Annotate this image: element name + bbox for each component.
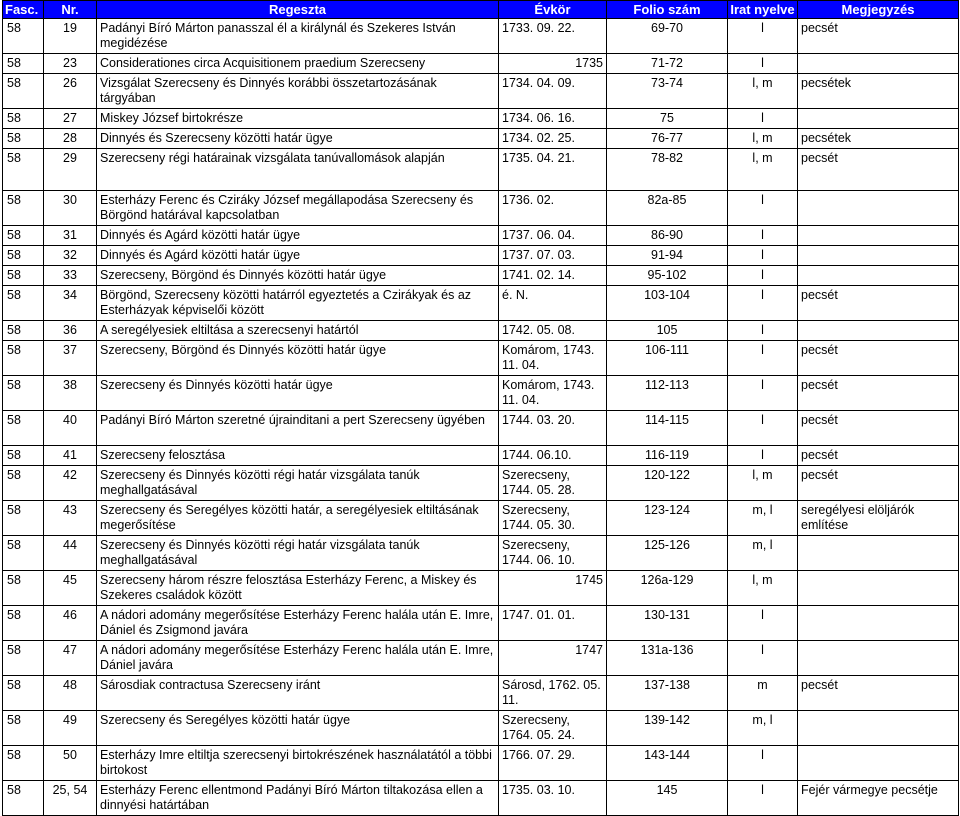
- cell-nr: 27: [44, 109, 97, 129]
- cell-evkor: 1747: [499, 641, 607, 676]
- cell-irat-nyelve: l, m: [728, 74, 798, 109]
- cell-nr: 41: [44, 446, 97, 466]
- cell-regeszta: Esterházy Imre eltiltja szerecsenyi birtokrészének használatától a többi birtokost: [97, 746, 499, 781]
- cell-fasc: 58: [3, 446, 44, 466]
- cell-megjegyzes: pecsét: [798, 466, 959, 501]
- table-row: [3, 74, 959, 109]
- cell-megjegyzes: [798, 54, 959, 74]
- cell-fasc: 58: [3, 571, 44, 606]
- header-nr: Nr.: [44, 1, 97, 19]
- cell-folio: 82a-85: [607, 191, 728, 226]
- cell-irat-nyelve: l: [728, 746, 798, 781]
- cell-irat-nyelve: l: [728, 19, 798, 54]
- cell-fasc: 58: [3, 781, 44, 816]
- table-row: [3, 19, 959, 54]
- header-evkor: Évkör: [499, 1, 607, 19]
- cell-megjegyzes: [798, 606, 959, 641]
- cell-regeszta: Sárosdiak contractusa Szerecseny iránt: [97, 676, 499, 711]
- cell-evkor: 1733. 09. 22.: [499, 19, 607, 54]
- cell-megjegyzes: [798, 246, 959, 266]
- cell-irat-nyelve: l, m: [728, 149, 798, 191]
- cell-folio: 145: [607, 781, 728, 816]
- cell-regeszta: Szerecseny és Seregélyes közötti határ, a seregélyesiek eltiltásának megerősítése: [97, 501, 499, 536]
- cell-nr: 30: [44, 191, 97, 226]
- cell-evkor: Komárom, 1743. 11. 04.: [499, 376, 607, 411]
- cell-folio: 116-119: [607, 446, 728, 466]
- cell-folio: 106-111: [607, 341, 728, 376]
- cell-regeszta: Szerecseny és Seregélyes közötti határ ügye: [97, 711, 499, 746]
- cell-evkor: 1737. 07. 03.: [499, 246, 607, 266]
- cell-irat-nyelve: l, m: [728, 129, 798, 149]
- table-row: [3, 286, 959, 321]
- table-row: [3, 129, 959, 149]
- cell-regeszta: Szerecseny felosztása: [97, 446, 499, 466]
- cell-fasc: 58: [3, 266, 44, 286]
- cell-evkor: 1735: [499, 54, 607, 74]
- cell-irat-nyelve: m: [728, 676, 798, 711]
- cell-irat-nyelve: l, m: [728, 571, 798, 606]
- table-row: [3, 376, 959, 411]
- cell-folio: 91-94: [607, 246, 728, 266]
- cell-evkor: Szerecseny, 1744. 05. 30.: [499, 501, 607, 536]
- table-row: [3, 501, 959, 536]
- cell-nr: 38: [44, 376, 97, 411]
- cell-megjegyzes: pecsét: [798, 149, 959, 191]
- cell-megjegyzes: [798, 109, 959, 129]
- cell-folio: 73-74: [607, 74, 728, 109]
- cell-megjegyzes: pecsét: [798, 446, 959, 466]
- cell-evkor: Szerecseny, 1744. 06. 10.: [499, 536, 607, 571]
- cell-nr: 45: [44, 571, 97, 606]
- cell-nr: 25, 54: [44, 781, 97, 816]
- table-row: [3, 226, 959, 246]
- cell-evkor: 1735. 03. 10.: [499, 781, 607, 816]
- cell-megjegyzes: [798, 571, 959, 606]
- cell-fasc: 58: [3, 376, 44, 411]
- cell-fasc: 58: [3, 341, 44, 376]
- cell-folio: 105: [607, 321, 728, 341]
- cell-fasc: 58: [3, 74, 44, 109]
- cell-fasc: 58: [3, 191, 44, 226]
- cell-fasc: 58: [3, 411, 44, 446]
- header-fasc: Fasc.: [3, 1, 44, 19]
- cell-irat-nyelve: l: [728, 246, 798, 266]
- cell-folio: 103-104: [607, 286, 728, 321]
- cell-fasc: 58: [3, 149, 44, 191]
- cell-megjegyzes: [798, 711, 959, 746]
- cell-evkor: 1747. 01. 01.: [499, 606, 607, 641]
- table-row: [3, 746, 959, 781]
- cell-regeszta: A seregélyesiek eltiltása a szerecsenyi határtól: [97, 321, 499, 341]
- cell-nr: 43: [44, 501, 97, 536]
- cell-regeszta: Szerecseny és Dinnyés közötti régi határ vizsgálata tanúk meghallgatásával: [97, 466, 499, 501]
- cell-folio: 114-115: [607, 411, 728, 446]
- table-row: [3, 641, 959, 676]
- cell-regeszta: Szerecseny és Dinnyés közötti határ ügye: [97, 376, 499, 411]
- table-row: [3, 446, 959, 466]
- cell-irat-nyelve: l: [728, 411, 798, 446]
- cell-megjegyzes: pecsét: [798, 19, 959, 54]
- table-row: [3, 781, 959, 816]
- cell-megjegyzes: [798, 321, 959, 341]
- table-row: [3, 411, 959, 446]
- cell-fasc: 58: [3, 246, 44, 266]
- cell-regeszta: Esterházy Ferenc ellentmond Padányi Bíró Márton tiltakozása ellen a dinnyési határtában: [97, 781, 499, 816]
- cell-nr: 49: [44, 711, 97, 746]
- cell-megjegyzes: [798, 266, 959, 286]
- cell-irat-nyelve: l: [728, 54, 798, 74]
- cell-irat-nyelve: l, m: [728, 466, 798, 501]
- cell-irat-nyelve: l: [728, 286, 798, 321]
- cell-nr: 23: [44, 54, 97, 74]
- cell-megjegyzes: pecsét: [798, 411, 959, 446]
- table-row: [3, 149, 959, 191]
- cell-folio: 131a-136: [607, 641, 728, 676]
- cell-folio: 71-72: [607, 54, 728, 74]
- cell-fasc: 58: [3, 536, 44, 571]
- header-folio: Folio szám: [607, 1, 728, 19]
- cell-folio: 139-142: [607, 711, 728, 746]
- table-header: [3, 1, 959, 19]
- table-row: [3, 466, 959, 501]
- cell-fasc: 58: [3, 129, 44, 149]
- cell-folio: 78-82: [607, 149, 728, 191]
- cell-nr: 50: [44, 746, 97, 781]
- cell-folio: 95-102: [607, 266, 728, 286]
- cell-nr: 36: [44, 321, 97, 341]
- cell-regeszta: Dinnyés és Szerecseny közötti határ ügye: [97, 129, 499, 149]
- cell-regeszta: Börgönd, Szerecseny közötti határról egyeztetés a Czirákyak és az Esterházyak képviselői között: [97, 286, 499, 321]
- cell-folio: 143-144: [607, 746, 728, 781]
- cell-regeszta: Szerecseny, Börgönd és Dinnyés közötti határ ügye: [97, 341, 499, 376]
- cell-megjegyzes: [798, 536, 959, 571]
- cell-regeszta: A nádori adomány megerősítése Esterházy Ferenc halála után E. Imre, Dániel és Zsigmond javára: [97, 606, 499, 641]
- cell-fasc: 58: [3, 711, 44, 746]
- cell-irat-nyelve: m, l: [728, 711, 798, 746]
- table-row: [3, 711, 959, 746]
- cell-nr: 40: [44, 411, 97, 446]
- cell-regeszta: Padányi Bíró Márton panasszal él a királynál és Szekeres István megidézése: [97, 19, 499, 54]
- cell-megjegyzes: [798, 226, 959, 246]
- cell-folio: 120-122: [607, 466, 728, 501]
- table-row: [3, 109, 959, 129]
- cell-regeszta: Vizsgálat Szerecseny és Dinnyés korábbi összetartozásának tárgyában: [97, 74, 499, 109]
- cell-irat-nyelve: m, l: [728, 501, 798, 536]
- cell-evkor: Szerecseny, 1744. 05. 28.: [499, 466, 607, 501]
- cell-folio: 76-77: [607, 129, 728, 149]
- cell-evkor: 1744. 06.10.: [499, 446, 607, 466]
- cell-folio: 137-138: [607, 676, 728, 711]
- cell-irat-nyelve: l: [728, 226, 798, 246]
- cell-regeszta: Szerecseny és Dinnyés közötti régi határ vizsgálata tanúk meghallgatásával: [97, 536, 499, 571]
- cell-nr: 48: [44, 676, 97, 711]
- table-body: [3, 19, 959, 816]
- cell-fasc: 58: [3, 746, 44, 781]
- cell-folio: 75: [607, 109, 728, 129]
- cell-nr: 31: [44, 226, 97, 246]
- cell-nr: 42: [44, 466, 97, 501]
- register-table: [2, 0, 959, 816]
- cell-megjegyzes: pecsét: [798, 676, 959, 711]
- cell-fasc: 58: [3, 321, 44, 341]
- cell-regeszta: Considerationes circa Acquisitionem praedium Szerecseny: [97, 54, 499, 74]
- cell-regeszta: Miskey József birtokrésze: [97, 109, 499, 129]
- table-row: [3, 321, 959, 341]
- cell-evkor: 1735. 04. 21.: [499, 149, 607, 191]
- table-row: [3, 266, 959, 286]
- cell-evkor: 1745: [499, 571, 607, 606]
- cell-regeszta: Esterházy Ferenc és Cziráky József megállapodása Szerecseny és Börgönd határával kapcsolatban: [97, 191, 499, 226]
- cell-fasc: 58: [3, 54, 44, 74]
- cell-evkor: 1734. 04. 09.: [499, 74, 607, 109]
- cell-evkor: 1742. 05. 08.: [499, 321, 607, 341]
- cell-irat-nyelve: l: [728, 191, 798, 226]
- cell-folio: 125-126: [607, 536, 728, 571]
- cell-irat-nyelve: l: [728, 266, 798, 286]
- table-row: [3, 341, 959, 376]
- cell-evkor: 1741. 02. 14.: [499, 266, 607, 286]
- cell-megjegyzes: [798, 191, 959, 226]
- cell-regeszta: A nádori adomány megerősítése Esterházy Ferenc halála után E. Imre, Dániel javára: [97, 641, 499, 676]
- table-row: [3, 571, 959, 606]
- cell-megjegyzes: Fejér vármegye pecsétje: [798, 781, 959, 816]
- cell-evkor: Sárosd, 1762. 05. 11.: [499, 676, 607, 711]
- cell-megjegyzes: pecsét: [798, 286, 959, 321]
- cell-folio: 126a-129: [607, 571, 728, 606]
- cell-fasc: 58: [3, 19, 44, 54]
- cell-irat-nyelve: m, l: [728, 536, 798, 571]
- cell-megjegyzes: pecsétek: [798, 129, 959, 149]
- cell-nr: 44: [44, 536, 97, 571]
- cell-megjegyzes: pecsét: [798, 376, 959, 411]
- cell-nr: 47: [44, 641, 97, 676]
- cell-folio: 130-131: [607, 606, 728, 641]
- cell-fasc: 58: [3, 466, 44, 501]
- cell-megjegyzes: pecsét: [798, 341, 959, 376]
- cell-irat-nyelve: l: [728, 341, 798, 376]
- cell-megjegyzes: pecsétek: [798, 74, 959, 109]
- cell-evkor: Komárom, 1743. 11. 04.: [499, 341, 607, 376]
- cell-folio: 123-124: [607, 501, 728, 536]
- cell-irat-nyelve: l: [728, 109, 798, 129]
- cell-fasc: 58: [3, 606, 44, 641]
- table-row: [3, 191, 959, 226]
- cell-nr: 32: [44, 246, 97, 266]
- cell-nr: 46: [44, 606, 97, 641]
- cell-nr: 37: [44, 341, 97, 376]
- table-row: [3, 54, 959, 74]
- header-megjegyzes: Megjegyzés: [798, 1, 959, 19]
- cell-fasc: 58: [3, 641, 44, 676]
- cell-regeszta: Dinnyés és Agárd közötti határ ügye: [97, 246, 499, 266]
- cell-fasc: 58: [3, 109, 44, 129]
- cell-evkor: 1737. 06. 04.: [499, 226, 607, 246]
- cell-nr: 28: [44, 129, 97, 149]
- table-row: [3, 676, 959, 711]
- cell-evkor: é. N.: [499, 286, 607, 321]
- cell-evkor: 1766. 07. 29.: [499, 746, 607, 781]
- cell-evkor: 1734. 06. 16.: [499, 109, 607, 129]
- cell-regeszta: Szerecseny három részre felosztása Esterházy Ferenc, a Miskey és Szekeres családok között: [97, 571, 499, 606]
- header-irat-nyelve: Irat nyelve: [728, 1, 798, 19]
- cell-fasc: 58: [3, 226, 44, 246]
- cell-nr: 33: [44, 266, 97, 286]
- cell-irat-nyelve: l: [728, 321, 798, 341]
- cell-regeszta: Szerecseny régi határainak vizsgálata tanúvallomások alapján: [97, 149, 499, 191]
- header-regeszta: Regeszta: [97, 1, 499, 19]
- cell-evkor: 1734. 02. 25.: [499, 129, 607, 149]
- cell-megjegyzes: seregélyesi elöljárók említése: [798, 501, 959, 536]
- cell-megjegyzes: [798, 746, 959, 781]
- cell-fasc: 58: [3, 501, 44, 536]
- cell-regeszta: Dinnyés és Agárd közötti határ ügye: [97, 226, 499, 246]
- table-row: [3, 606, 959, 641]
- table-row: [3, 246, 959, 266]
- cell-fasc: 58: [3, 286, 44, 321]
- cell-evkor: Szerecseny, 1764. 05. 24.: [499, 711, 607, 746]
- cell-regeszta: Szerecseny, Börgönd és Dinnyés közötti határ ügye: [97, 266, 499, 286]
- table-row: [3, 536, 959, 571]
- cell-nr: 29: [44, 149, 97, 191]
- cell-evkor: 1736. 02.: [499, 191, 607, 226]
- cell-irat-nyelve: l: [728, 606, 798, 641]
- cell-nr: 26: [44, 74, 97, 109]
- cell-irat-nyelve: l: [728, 376, 798, 411]
- cell-nr: 34: [44, 286, 97, 321]
- cell-folio: 69-70: [607, 19, 728, 54]
- cell-folio: 112-113: [607, 376, 728, 411]
- cell-regeszta: Padányi Bíró Márton szeretné újrainditani a pert Szerecseny ügyében: [97, 411, 499, 446]
- cell-folio: 86-90: [607, 226, 728, 246]
- cell-fasc: 58: [3, 676, 44, 711]
- cell-megjegyzes: [798, 641, 959, 676]
- cell-irat-nyelve: l: [728, 781, 798, 816]
- cell-nr: 19: [44, 19, 97, 54]
- cell-evkor: 1744. 03. 20.: [499, 411, 607, 446]
- cell-irat-nyelve: l: [728, 641, 798, 676]
- cell-irat-nyelve: l: [728, 446, 798, 466]
